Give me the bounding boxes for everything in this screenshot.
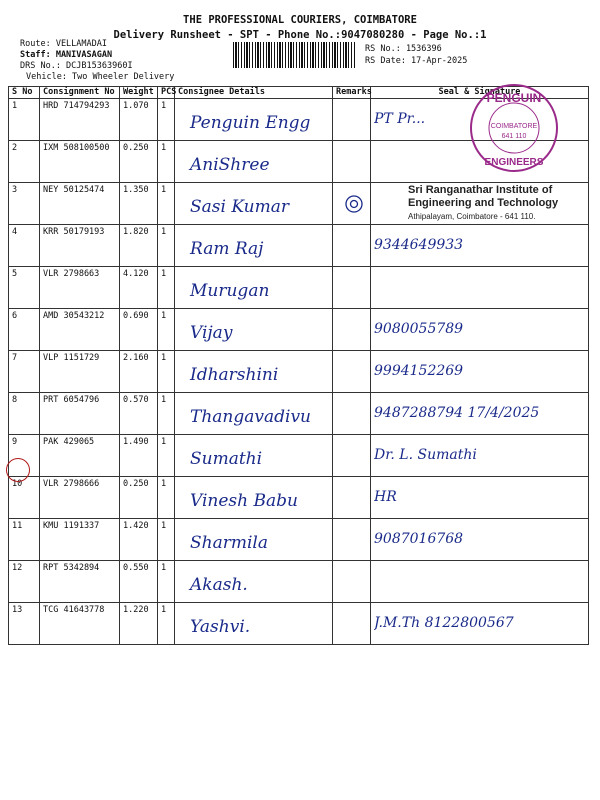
sno-text: 6 (12, 311, 18, 321)
pcs-text: 1 (161, 353, 167, 363)
consignee-text: Idharshini (190, 365, 279, 385)
consignee-cell (175, 267, 333, 309)
consignee-text: Thangavadivu (190, 407, 312, 427)
stamp-bottom-text: ENGINEERS (484, 157, 544, 168)
sno-cell (9, 141, 40, 183)
table-row (9, 561, 589, 603)
col-weight: Weight (120, 87, 158, 99)
consignee-cell (175, 225, 333, 267)
weight-cell (120, 435, 158, 477)
weight-text: 1.420 (123, 521, 149, 531)
weight-cell (120, 141, 158, 183)
weight-cell (120, 393, 158, 435)
table-row (9, 435, 589, 477)
sno-cell (9, 393, 40, 435)
consignment-text: VLR 2798663 (43, 269, 100, 279)
remarks-cell (333, 267, 371, 309)
weight-cell (120, 519, 158, 561)
institute-line3: Athipalayam, Coimbatore - 641 110. (408, 212, 536, 221)
signature-cell (371, 225, 589, 267)
weight-text: 2.160 (123, 353, 149, 363)
consignee-cell (175, 309, 333, 351)
signature-cell (371, 603, 589, 645)
consignment-cell (40, 141, 120, 183)
weight-cell (120, 477, 158, 519)
consignee-cell (175, 393, 333, 435)
consignee-cell (175, 141, 333, 183)
remarks-cell (333, 99, 371, 141)
consignment-text: HRD 714794293 (43, 101, 110, 111)
weight-cell (120, 99, 158, 141)
sno-text: 9 (12, 437, 18, 447)
weight-cell (120, 183, 158, 225)
pcs-text: 1 (161, 227, 167, 237)
consignment-cell (40, 351, 120, 393)
pcs-cell (158, 561, 175, 603)
pcs-text: 1 (161, 521, 167, 531)
consignment-cell (40, 519, 120, 561)
consignment-cell (40, 561, 120, 603)
weight-text: 0.250 (123, 479, 149, 489)
stamp-top-text: PENGUIN (486, 91, 542, 105)
sno-text: 2 (12, 143, 18, 153)
institute-stamp (408, 184, 598, 223)
pcs-cell (158, 393, 175, 435)
sno-cell (9, 519, 40, 561)
consignee-text: Penguin Engg (190, 113, 311, 133)
pcs-text: 1 (161, 311, 167, 321)
consignment-cell (40, 603, 120, 645)
consignment-cell (40, 267, 120, 309)
consignee-text: Sasi Kumar (190, 197, 290, 217)
sno-cell (9, 183, 40, 225)
sno-text: 13 (12, 605, 23, 615)
signature-cell (371, 309, 589, 351)
pcs-cell (158, 141, 175, 183)
barcode (233, 42, 355, 68)
pcs-text: 1 (161, 101, 167, 111)
runsheet-subtitle: Delivery Runsheet - SPT - Phone No.:9047080280 - Page No.:1 (113, 29, 487, 41)
signature-text: HR (374, 489, 397, 505)
table-row (9, 477, 589, 519)
sno-text: 11 (12, 521, 23, 531)
weight-text: 0.250 (123, 143, 149, 153)
table-row (9, 267, 589, 309)
pcs-text: 1 (161, 437, 167, 447)
sno-text: 4 (12, 227, 18, 237)
col-sno: S No (9, 87, 40, 99)
consignment-cell (40, 225, 120, 267)
sno-cell (9, 603, 40, 645)
sno-text: 12 (12, 563, 23, 573)
sno-text: 5 (12, 269, 18, 279)
pcs-cell (158, 309, 175, 351)
consignment-text: RPT 5342894 (43, 563, 100, 573)
signature-cell (371, 477, 589, 519)
sno-cell (9, 561, 40, 603)
consignment-text: VLP 1151729 (43, 353, 100, 363)
weight-cell (120, 603, 158, 645)
weight-text: 1.820 (123, 227, 149, 237)
table-row (9, 351, 589, 393)
pcs-text: 1 (161, 563, 167, 573)
remarks-cell (333, 477, 371, 519)
signature-cell (371, 393, 589, 435)
consignee-text: Vinesh Babu (190, 491, 298, 511)
consignment-cell (40, 393, 120, 435)
sno-text: 10 (12, 479, 23, 489)
consignment-text: TCG 41643778 (43, 605, 105, 615)
remarks-cell (333, 603, 371, 645)
table-row (9, 603, 589, 645)
consignee-text: AniShree (190, 155, 270, 175)
pcs-cell (158, 267, 175, 309)
table-row (9, 519, 589, 561)
sno-cell (9, 351, 40, 393)
signature-text: 9087016768 (374, 531, 464, 547)
weight-text: 1.220 (123, 605, 149, 615)
sno-cell (9, 99, 40, 141)
rs-number: RS No.: 1536396 (365, 44, 442, 54)
rs-date: RS Date: 17-Apr-2025 (365, 56, 468, 66)
pcs-text: 1 (161, 269, 167, 279)
consignee-cell (175, 183, 333, 225)
consignee-text: Murugan (190, 281, 270, 301)
pcs-cell (158, 351, 175, 393)
consignment-cell (40, 99, 120, 141)
signature-cell (371, 561, 589, 603)
pcs-text: 1 (161, 185, 167, 195)
sno-text: 8 (12, 395, 18, 405)
col-pcs: PCS (158, 87, 175, 99)
consignee-cell (175, 561, 333, 603)
col-consignment: Consignment No (40, 87, 120, 99)
signature-cell (371, 519, 589, 561)
weight-text: 0.570 (123, 395, 149, 405)
consignee-text: Akash. (190, 575, 248, 595)
signature-text: 9080055789 (374, 321, 464, 337)
sno-cell (9, 477, 40, 519)
consignee-text: Sharmila (190, 533, 268, 553)
signature-text: 9994152269 (374, 363, 464, 379)
remarks-cell (333, 519, 371, 561)
institute-line1: Sri Ranganathar Institute of (408, 184, 553, 196)
consignment-cell (40, 477, 120, 519)
pcs-cell (158, 477, 175, 519)
col-remarks: Remarks (333, 87, 371, 99)
sno-cell (9, 309, 40, 351)
sno-cell (9, 267, 40, 309)
pcs-text: 1 (161, 143, 167, 153)
remarks-cell (333, 351, 371, 393)
pcs-text: 1 (161, 479, 167, 489)
company-title: THE PROFESSIONAL COURIERS, COIMBATORE (183, 14, 417, 26)
sno-cell (9, 225, 40, 267)
remarks-cell (333, 435, 371, 477)
remarks-cell (333, 561, 371, 603)
remarks-cell (333, 309, 371, 351)
vehicle-label: Vehicle: Two Wheeler Delivery (26, 72, 175, 82)
col-consignee: Consignee Details (175, 87, 333, 99)
pcs-cell (158, 435, 175, 477)
pcs-cell (158, 183, 175, 225)
consignee-cell (175, 99, 333, 141)
table-row (9, 393, 589, 435)
sno-text: 7 (12, 353, 18, 363)
route-label: Route: VELLAMADAI (20, 39, 107, 49)
signature-text: 9487288794 17/4/2025 (374, 405, 540, 421)
consignee-text: Ram Raj (190, 239, 264, 259)
staff-label: Staff: MANIVASAGAN (20, 50, 113, 60)
remarks-cell (333, 225, 371, 267)
signature-text: J.M.Th 8122800567 (374, 615, 514, 631)
drs-label: DRS No.: DCJB15363960I (20, 61, 133, 71)
penguin-engineers-stamp (468, 82, 560, 174)
consignee-cell (175, 603, 333, 645)
weight-text: 0.690 (123, 311, 149, 321)
consignment-text: IXM 508100500 (43, 143, 110, 153)
consignee-cell (175, 477, 333, 519)
consignee-cell (175, 351, 333, 393)
consignment-text: PRT 6054796 (43, 395, 100, 405)
signature-text: Dr. L. Sumathi (374, 447, 477, 463)
stamp-center-text: COIMBATORE (490, 123, 538, 130)
stamp-pin-text: 641 110 (501, 133, 527, 140)
weight-text: 1.490 (123, 437, 149, 447)
weight-text: 4.120 (123, 269, 149, 279)
weight-cell (120, 267, 158, 309)
pcs-text: 1 (161, 605, 167, 615)
consignment-text: VLR 2798666 (43, 479, 100, 489)
signature-cell (371, 351, 589, 393)
institute-line2: Engineering and Technology (408, 197, 559, 209)
weight-cell (120, 561, 158, 603)
weight-text: 0.550 (123, 563, 149, 573)
consignment-text: KRR 50179193 (43, 227, 105, 237)
row-10-circle-mark (6, 458, 30, 482)
consignee-text: Yashvi. (190, 617, 251, 637)
consignment-text: KMU 1191337 (43, 521, 100, 531)
consignment-text: AMD 30543212 (43, 311, 105, 321)
consignment-text: NEY 50125474 (43, 185, 105, 195)
pcs-cell (158, 603, 175, 645)
consignee-text: Vijay (190, 323, 233, 343)
sno-text: 3 (12, 185, 18, 195)
consignee-cell (175, 435, 333, 477)
weight-cell (120, 225, 158, 267)
remarks-cell (333, 393, 371, 435)
weight-text: 1.350 (123, 185, 149, 195)
consignment-cell (40, 309, 120, 351)
consignment-cell (40, 183, 120, 225)
consignee-text: Sumathi (190, 449, 263, 469)
consignee-cell (175, 519, 333, 561)
weight-cell (120, 351, 158, 393)
signature-cell (371, 435, 589, 477)
pcs-cell (158, 225, 175, 267)
sno-text: 1 (12, 101, 18, 111)
weight-cell (120, 309, 158, 351)
signature-text: PT Pr... (374, 111, 426, 127)
consignment-cell (40, 435, 120, 477)
pcs-text: 1 (161, 395, 167, 405)
col-signature: Seal & Signature (371, 87, 589, 99)
table-row (9, 309, 589, 351)
scribble-mark-icon (344, 194, 364, 214)
pcs-cell (158, 519, 175, 561)
pcs-cell (158, 99, 175, 141)
remarks-cell (333, 141, 371, 183)
signature-text: 9344649933 (374, 237, 464, 253)
consignment-text: PAK 429065 (43, 437, 95, 447)
signature-cell (371, 267, 589, 309)
table-row (9, 225, 589, 267)
weight-text: 1.070 (123, 101, 149, 111)
